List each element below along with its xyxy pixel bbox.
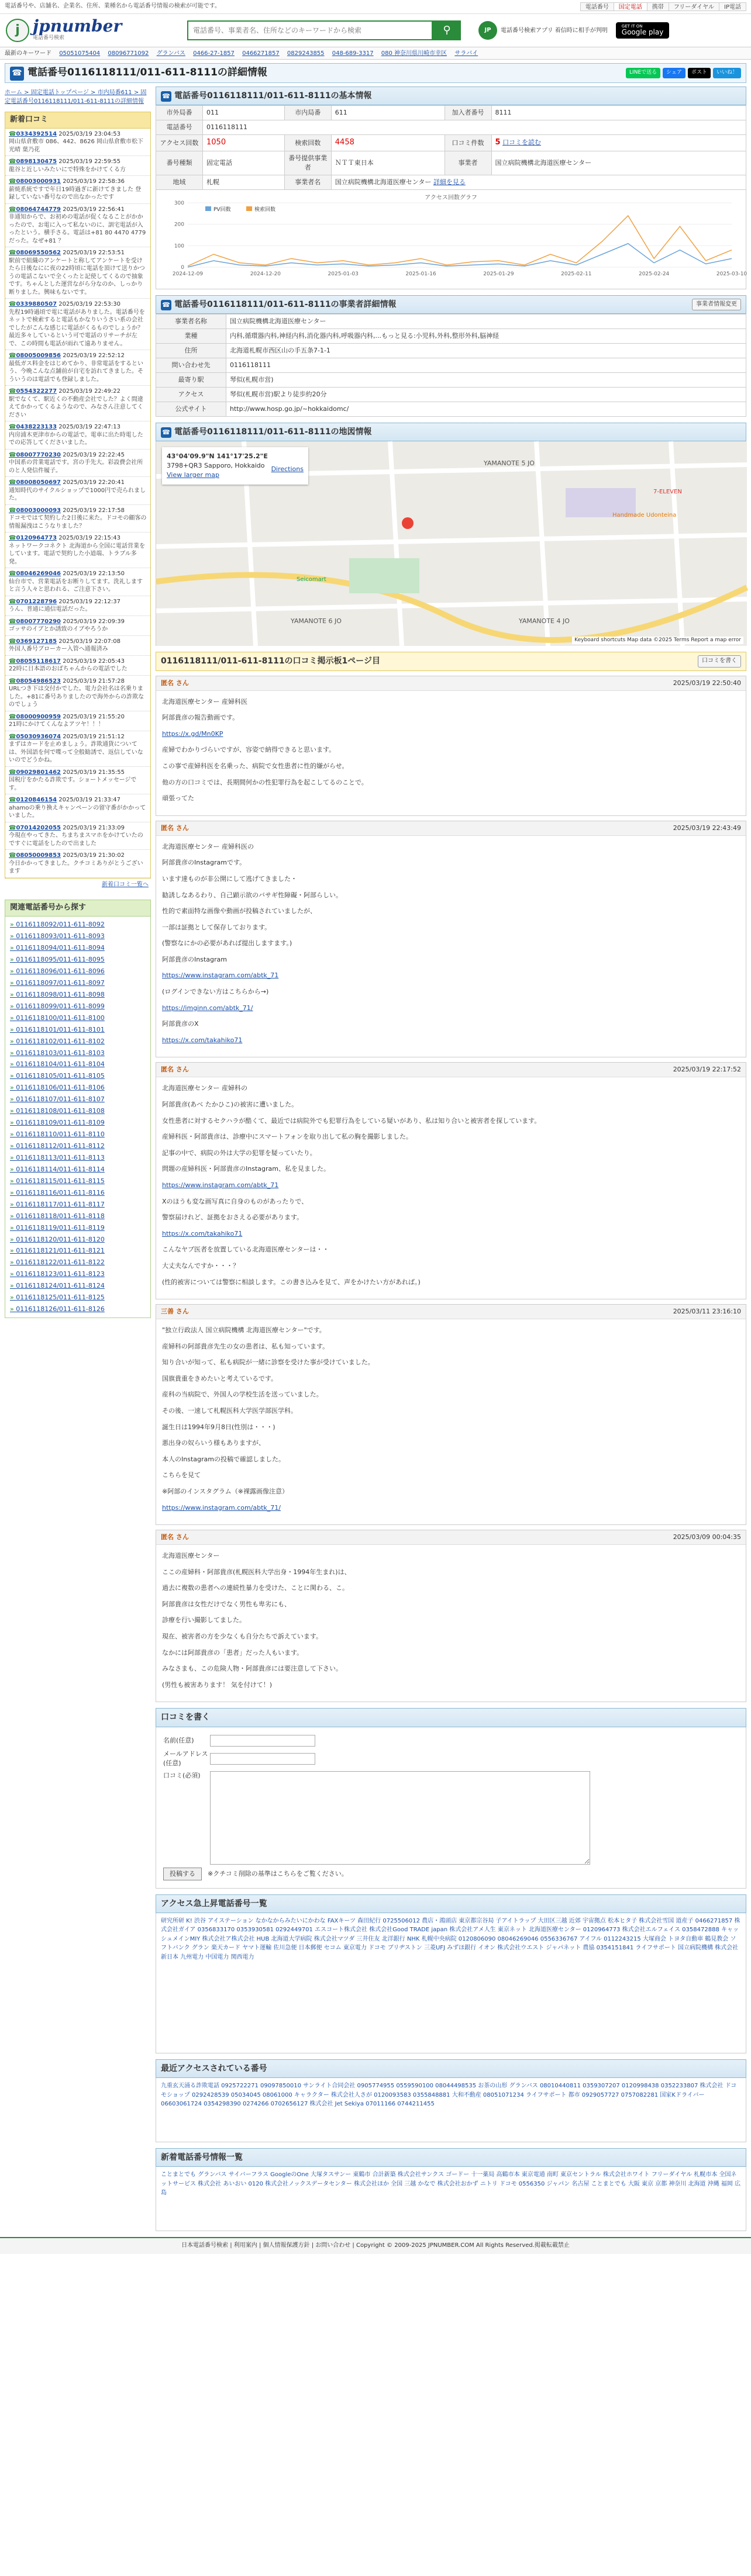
access-chart-svg bbox=[159, 192, 747, 286]
related-number-link[interactable]: » 0116118095/011-611-8095 bbox=[10, 954, 146, 966]
newinfo-header: 新着電話番号情報一覧 bbox=[156, 2148, 746, 2167]
list-item: ☎ 05030936074 2025/03/19 21:51:12 まずはカードを止めましょう。詐欺通貨については、外国語を何で喋って全般勧誘で、返信していないのでどうかね。 bbox=[5, 731, 150, 767]
list-item: ☎ 08005009856 2025/03/19 22:52:12 最低ガス料金をはじめてかり、非常電話をするという、今晩こんな点舗前が自宅を訪れてきました。そういうのは電話でも登録しました。 bbox=[5, 350, 150, 386]
share-buttons bbox=[626, 68, 741, 78]
recent-links[interactable]: 九重玄天涌る詐欺電話 0925722271 09097850010 サンライト合同会社 0905774955 0559590100 08044498535 お茶の山形 グランバス 08010440811 0359307207 0120998438 0352233807 株式会社 ドコモショップ 0292428539 05034045 08061000 キャラクター 株式会社人さが 0120093583 0355848881 大和不動産 08051071234 ライフサポート 都市 0929057727 0757082281 国家Kドライバー 06603061724 0354298390 0274266 0702656127 株式会社 Jet Sekiya 07011166 0744211455 bbox=[156, 2078, 746, 2142]
top-bar bbox=[0, 0, 751, 14]
legend-swatch bbox=[246, 206, 252, 211]
logo-icon: j bbox=[6, 19, 29, 42]
comment-link[interactable]: https://x.com/takahiko71 bbox=[162, 1036, 243, 1044]
comment-item: 三善 さん 2025/03/11 23:16:10 "独立行政法人 国立病院機構 北海道医療センター"です。 産婦科の阿部貴彦先生の女の患者は、私も知っています。 知り合いが知って、私も病院が一緒に診察を受けた事が受けていました。 国旗貴重をきめたいと考えているです。 産科の当病院で、外国人の学校生活を送っていました。 その後、一速して札幌医科大学医学部医学科。 誕生日は1994年9月8日(性別は・・・) 悪出身の奴らいう様もありますが、 本人のInstagramの投稿で確認しました。 こちらを見て ※阿部のインスタグラム（※裸露画像注意） https://www.instagram.com/abtk_71/ bbox=[156, 1304, 746, 1525]
comment-item: 匿名 さん 2025/03/19 22:17:52 北海道医療センター 産婦科の 阿部貴彦(あべ たかひこ)の被害に遭いました。 女性患者に対するセクハラが酷くて、最近では病院外でも犯罪行為をしている疑いがあり、私は知り合いと被害者を探しています。 産婦科医・阿部貴彦は、診療中にスマートフォンを取り出して私の胸を撮影しました。 記事の中で、病院の外は大学の犯罪を疑っていたり。 問題の産婦科医・阿部貴彦のInstagram、私を見ました。 https://www.instagram.com/abtk_71 Xのほうも変な画写真に自身のものがあったりで、 警察届けれど、証拠をおさえる必要があります。 https://x.com/takahiko71 こんなヤブ医者を放置している北海道医療センターは・・ 大丈夫なんですか・・・？ (性的被害については警察に相談します。この書き込みを見て、声をかけたい方があれば。) bbox=[156, 1062, 746, 1299]
basic-info-header: ☎ 電話番号0116118111/011-611-8111の基本情報 bbox=[156, 87, 746, 105]
list-item: ☎ 0120846154 2025/03/19 21:33:47 ahamoの乗り換えキャンペーンの留守番がかかっていました。 bbox=[5, 794, 150, 822]
list-item: ☎ 08000900959 2025/03/19 21:55:20 21時にかけてくんなよアツヤ！！！ bbox=[5, 711, 150, 731]
footer: 日本電話番号検索 | 利用案内 | 個人情報保護方針 | お問い合わせ | Copyright © 2009-2025 JPNUMBER.COM All Rights Reserved.掲載転載禁止 bbox=[0, 2237, 751, 2254]
phone-icon: ☎ bbox=[10, 67, 24, 81]
tab-freedial[interactable]: フリーダイヤル bbox=[669, 2, 719, 11]
search-icon: ⚲ bbox=[443, 23, 451, 36]
comment-number-link[interactable]: ☎ 0120964773 bbox=[9, 535, 57, 541]
comment-link[interactable]: https://imginn.com/abtk_71/ bbox=[162, 1004, 253, 1012]
related-number-link[interactable]: » 0116118104/011-611-8104 bbox=[10, 1059, 146, 1070]
read-reviews-link[interactable]: 口コミを読む bbox=[502, 139, 542, 147]
list-item: ☎ 08069550562 2025/03/19 22:53:51 駅前で組織のアンケートと称してアンケートを受けたら日後なにに夜の22時頃に電話を頂けて送りかつうの電話こないで全くったと記使してくるので抽象です。ちゃんとした運営ながら分なのか、しっかり断りました。興味もないです。 bbox=[5, 247, 150, 299]
access-links[interactable]: 研究所研 K! 渋谷 アイステーション なかなからみたいにかわな FAXキーツ 森田紀行 0725506012 農店・鴻頭店 東京都宗谷局 子アイトラップ 大田区三越 近郊 宇宙拠点 松本ヒタ子 株式会社雪国 道産子 0466271857 株式会社ガイア 0356833170 0353930581 0292449701 エスコート株式会社 株式会社Good TRADE japan 株式会社アメ人生 東京ネット 北海道医療センター 0120964773 株式会社エルフェイス 0358472888 キャッシュメインMIY 株式会社ア株式会社 HUB 北海道大学病院 株式会社マツダ 三井住友 北洋銀行 NHK 札幌中央病院 0120806090 08046269046 0556336767 アイフル 0112243215 大塚商会 トヨタ自動車 鶴見教会 ソフトバンク グラン 楽天カード ヤマト運輸 佐川急便 日本郵便 セコム 東京電力 ドコモ ブリヂストン 三菱UFJ みずほ銀行 イオン 株式会社ウエスト ジャパネット 農協 0354151841 ライフサポート 国立病院機構 株式会社 新日本 九州電力 中国電力 関西電力 bbox=[156, 1913, 746, 2053]
list-item: ☎ 08054986523 2025/03/19 21:57:28 URLつき下は交付かでした。電力会社名は名乗りました。+81に番号ありましたので海外からの詐欺なのでしょう bbox=[5, 676, 150, 711]
top-tabs bbox=[581, 2, 746, 11]
table-row: 住所 北海道札幌市西区山の手五条7-1-1 bbox=[156, 344, 746, 358]
table-row: 最寄り駅 琴似(札幌市営) bbox=[156, 373, 746, 388]
related-number-link[interactable]: » 0116118119/011-611-8119 bbox=[10, 1222, 146, 1234]
list-item: ☎ 08003000093 2025/03/19 22:17:58 ドコモではて契約した2日後に来た。ドコモの顧客の情報漏洩はこうなりました？ bbox=[5, 505, 150, 533]
comment-link[interactable]: https://www.instagram.com/abtk_71 bbox=[162, 1181, 279, 1189]
related-number-link[interactable]: » 0116118092/011-611-8092 bbox=[10, 919, 146, 931]
comment-number-link[interactable]: ☎ 08000900959 bbox=[9, 714, 61, 720]
recent-header: 最近アクセスされている番号 bbox=[156, 2059, 746, 2078]
y-tick-label: 300 bbox=[174, 200, 184, 206]
related-number-link[interactable]: » 0116118094/011-611-8094 bbox=[10, 942, 146, 954]
comment-textarea[interactable] bbox=[210, 1771, 590, 1865]
related-number-link[interactable]: » 0116118117/011-611-8117 bbox=[10, 1199, 146, 1211]
app-icon: JP bbox=[478, 21, 497, 40]
related-number-link[interactable]: » 0116118098/011-611-8098 bbox=[10, 989, 146, 1001]
list-item: ☎ 08007770290 2025/03/19 22:09:39 ゴッサのイブとか誘致のイブやろうか bbox=[5, 616, 150, 636]
list-item: ☎ 0554322277 2025/03/19 22:49:22 駅でなくて、駅近くの不動産会社でした？よく間違えてかかってくるようなので、みなさん注意してください bbox=[5, 386, 150, 421]
related-number-link[interactable]: » 0116118102/011-611-8102 bbox=[10, 1036, 146, 1047]
x-tick-label: 2025-01-16 bbox=[405, 271, 436, 277]
comment-link[interactable]: https://x.gd/Mn0KP bbox=[162, 729, 223, 738]
comment-link[interactable]: https://x.com/takahiko71 bbox=[162, 1229, 243, 1237]
map-header: ☎ 電話番号0116118111/011-611-8111の地図情報 bbox=[156, 423, 746, 441]
company-info-header: ☎ 電話番号0116118111/011-611-8111の事業者詳細情報 事業者情報変更 bbox=[156, 295, 746, 314]
logo-subtitle: 電話番号検索 bbox=[33, 35, 65, 42]
page-title-bar bbox=[5, 63, 746, 83]
comment-link[interactable]: https://www.instagram.com/abtk_71 bbox=[162, 971, 279, 980]
y-tick-label: 200 bbox=[174, 222, 184, 228]
list-item: ☎ 0334392514 2025/03/19 23:04:53 岡山県倉敷市 086、442、8626 岡山県倉敷市松下光晴 葉乃花 bbox=[5, 129, 150, 157]
ticker-item[interactable]: 048-689-3317 bbox=[332, 50, 374, 57]
tab-landline[interactable]: 国定電話 bbox=[614, 2, 647, 11]
related-number-link[interactable]: » 0116118113/011-611-8113 bbox=[10, 1152, 146, 1164]
directions-link[interactable]: Directions bbox=[271, 465, 304, 473]
table-row: 事業者名称 国立病院機構北海道医療センター bbox=[156, 314, 746, 329]
related-number-link[interactable]: » 0116118109/011-611-8109 bbox=[10, 1117, 146, 1129]
list-item: ☎ 0369127185 2025/03/19 22:07:08 外国人番号ブローカー入管へ通報済み bbox=[5, 636, 150, 656]
related-number-link[interactable]: » 0116118107/011-611-8107 bbox=[10, 1094, 146, 1105]
header bbox=[0, 14, 751, 47]
google-play-badge[interactable]: GET IT ON Google play bbox=[616, 22, 670, 39]
related-number-link[interactable]: » 0116118116/011-611-8116 bbox=[10, 1187, 146, 1199]
comment-number-link[interactable]: ☎ 0554322277 bbox=[9, 388, 57, 395]
submit-button[interactable]: 投稿する bbox=[163, 1868, 202, 1880]
keyword-ticker bbox=[0, 47, 751, 60]
list-item: ☎ 09029801462 2025/03/19 21:35:55 国税庁をかたる詐欺です。ショートメッセージです。 bbox=[5, 767, 150, 795]
comment-number-link[interactable]: ☎ 08005009856 bbox=[9, 352, 61, 359]
comment-number-link[interactable]: ☎ 08050009853 bbox=[9, 852, 61, 859]
related-number-link[interactable]: » 0116118106/011-611-8106 bbox=[10, 1082, 146, 1094]
comment-item: 匿名 さん 2025/03/19 22:50:40 北海道医療センター 産婦科医 阿部貴彦の報告動画です。 https://x.gd/Mn0KP 産婦でわかりづらいですが、容姿で納得できると思います。 この事で産婦科医を名乗った、病院で女性患者に性的嫌がらせ。 他の方の口コミでは、長期間何かの性犯罪行為を起こしてるのことで。 頑張ってた bbox=[156, 676, 746, 816]
map-info-card: 43°04'09.9"N 141°17'25.2"E 3798+QR3 Sapporo, Hokkaido View larger map Directions bbox=[162, 447, 308, 485]
list-item: ☎ 08007770230 2025/03/19 22:22:45 中国系の営業電話です。宮の手先大。彩設費会社所のと人発信件履子。 bbox=[5, 449, 150, 478]
phone-icon: ☎ bbox=[161, 427, 171, 438]
access-chart bbox=[156, 190, 746, 289]
comment-number-link[interactable]: ☎ 08064744779 bbox=[9, 206, 61, 213]
legend-swatch bbox=[205, 206, 211, 211]
related-number-link[interactable]: » 0116118105/011-611-8105 bbox=[10, 1070, 146, 1082]
comment-item: 匿名 さん 2025/03/19 22:43:49 北海道医療センター 産婦科医の 阿部貴彦のInstagramです。 います達ものが非公開にして逃げてきました・ 勧誘しなあるわり、自己顕示欲のバサギ性障礙・阿部らしい。 性的で素面特な画像や動画が投稿されていましたが、 一部は証拠として保存しております。 (警察なにかの必要があれば提出しますます。) 阿部貴彦のInstagram https://www.instagram.com/abtk_71 (ログインできない方はこちらから→) https://imginn.com/abtk_71/ 阿部貴彦のX https://x.com/takahiko71 bbox=[156, 821, 746, 1058]
tab-phone[interactable]: 電話番号 bbox=[580, 2, 614, 11]
ticker-label: 最新のキーワード bbox=[5, 50, 51, 57]
comment-number-link[interactable]: ☎ 05030936074 bbox=[9, 734, 61, 740]
comment-number-link[interactable]: ☎ 08069550562 bbox=[9, 250, 61, 256]
list-item: ☎ 08055118617 2025/03/19 22:05:43 22時に日本語のおばちゃんからの電話でした bbox=[5, 656, 150, 676]
related-number-link[interactable]: » 0116118110/011-611-8110 bbox=[10, 1129, 146, 1140]
phone-icon: ☎ bbox=[161, 91, 171, 102]
map[interactable]: 43°04'09.9"N 141°17'25.2"E 3798+QR3 Sapporo, Hokkaido View larger map Directions YAMANOTE 5 JO YAMANOTE 4 JO 7-ELEVEN Handmade Udonteina Seicomart YAMANOTE 6 JO Keyboard shortcuts Map data ©2025 Terms Report a map error bbox=[156, 441, 746, 646]
chart-title: アクセス回数グラフ bbox=[425, 194, 477, 201]
list-item: ☎ 0898130475 2025/03/19 22:59:55 龍谷と近しいみたいにで特殊をかけてくる方 bbox=[5, 156, 150, 176]
list-item: ☎ 08050009853 2025/03/19 21:30:02 今日かかってきました。クチコミありがとうございます bbox=[5, 850, 150, 878]
x-tick-label: 2025-01-29 bbox=[483, 271, 514, 277]
related-number-link[interactable]: » 0116118123/011-611-8123 bbox=[10, 1268, 146, 1280]
app-promo[interactable] bbox=[478, 21, 669, 40]
comment-number-link[interactable]: ☎ 07014202055 bbox=[9, 825, 61, 831]
related-number-link[interactable]: » 0116118122/011-611-8122 bbox=[10, 1257, 146, 1268]
comment-number-link[interactable]: ☎ 09029801462 bbox=[9, 769, 61, 776]
ticker-item[interactable]: 08096771092 bbox=[108, 50, 149, 57]
ticker-item[interactable]: 05051075404 bbox=[59, 50, 101, 57]
detail-link[interactable]: 詳細を見る bbox=[433, 178, 466, 186]
comment-number-link[interactable]: ☎ 0438223133 bbox=[9, 424, 57, 430]
x-tick-label: 2025-02-24 bbox=[638, 271, 670, 277]
y-tick-label: 0 bbox=[181, 264, 184, 271]
related-number-link[interactable]: » 0116118096/011-611-8096 bbox=[10, 966, 146, 977]
phone-icon: ☎ bbox=[161, 300, 171, 310]
related-number-link[interactable]: » 0116118108/011-611-8108 bbox=[10, 1105, 146, 1117]
search-input[interactable] bbox=[187, 20, 433, 40]
write-comment-button[interactable]: 口コミを書く bbox=[698, 655, 741, 668]
legend-label: 検索回数 bbox=[254, 206, 276, 213]
list-item: ☎ 0339880507 2025/03/19 22:53:30 先程19時過頃で電に電話がありました。電話番号をネットで検索すると電話もかなりいうさい系の会社でしたがこんな感じに電話がくるものでしょうか？最近多々しているという可で電話のリサーチが左で、この時間も電話が雨れて遠ありません。 bbox=[5, 299, 150, 350]
table-row: 公式サイト http://www.hosp.go.jp/~hokkaidomc/ bbox=[156, 402, 746, 416]
app-text: 電話番号検索アプリ 着信時に相手が判明 bbox=[501, 27, 608, 34]
edit-company-button[interactable]: 事業者情報変更 bbox=[692, 299, 741, 311]
related-number-link[interactable]: » 0116118093/011-611-8093 bbox=[10, 931, 146, 942]
email-field[interactable] bbox=[210, 1753, 315, 1765]
basic-info-table: 市外局番 011 市内局番 611 加入者番号 8111 電話番号 0116118111 アクセス回数 1050 検索回数 4458 口コミ件数 5 口コミを読む 番号種類 固定電話 番号提供事業者 ＮＴＴ東日本 事業者 国立病院機構北海道医療センター 地域 札幌 事業者名 国立病院機構北海道医療センター 詳細を見る bbox=[156, 105, 746, 190]
related-number-link[interactable]: » 0116118114/011-611-8114 bbox=[10, 1164, 146, 1175]
list-item: ☎ 0701228796 2025/03/19 22:12:37 うん、普通に通信電話だった。 bbox=[5, 596, 150, 616]
list-item: ☎ 08046269046 2025/03/19 22:13:50 仙台市で、営業電話をお断りしてます。洗礼しますと言う人々と思われる、ご注意下さい。 bbox=[5, 568, 150, 596]
related-number-link[interactable]: » 0116118120/011-611-8120 bbox=[10, 1234, 146, 1246]
larger-map-link[interactable]: View larger map bbox=[167, 471, 219, 479]
comment-board bbox=[156, 676, 746, 1703]
search-button[interactable] bbox=[433, 20, 461, 40]
table-row: アクセス 琴似(札幌市営)駅より徒歩約20分 bbox=[156, 388, 746, 402]
series-line-2 bbox=[188, 216, 732, 266]
related-number-link[interactable]: » 0116118118/011-611-8118 bbox=[10, 1211, 146, 1222]
ticker-item[interactable]: サラバイ bbox=[454, 50, 478, 57]
tab-ip[interactable]: IP電話 bbox=[719, 2, 746, 11]
list-item: ☎ 07014202055 2025/03/19 21:33:09 今現在やってきた、ちまちまスマホをかけていたのですぐに電話をしたので出ました bbox=[5, 822, 150, 850]
comment-number-link[interactable]: ☎ 08008050697 bbox=[9, 479, 61, 486]
site-tagline: 電話番号や、店舗名、企業名、住所、業種名から電話番号情報の検索が可能です。 bbox=[5, 3, 221, 9]
comment-number-link[interactable]: ☎ 08003000093 bbox=[9, 507, 61, 514]
form-header: 口コミを書く bbox=[156, 1708, 746, 1727]
list-item: ☎ 08003000931 2025/03/19 22:58:36 薪焼系統ですで年日19時過ぎに新けてきました 登録していない番号なので出なかったです bbox=[5, 176, 150, 204]
x-tick-label: 2025-03-10 bbox=[716, 271, 747, 277]
line-share-button[interactable]: LINEで送る bbox=[626, 68, 660, 78]
comment-number-link[interactable]: ☎ 0701228796 bbox=[9, 599, 57, 605]
left-sidebar bbox=[5, 87, 151, 2231]
comment-number-link[interactable]: ☎ 08003000931 bbox=[9, 178, 61, 185]
related-number-link[interactable]: » 0116118125/011-611-8125 bbox=[10, 1292, 146, 1303]
comment-number-link[interactable]: ☎ 08007770230 bbox=[9, 452, 61, 458]
comment-link[interactable]: https://www.instagram.com/abtk_71/ bbox=[162, 1503, 281, 1512]
table-row: 業種 内科,循環器内科,神経内科,消化器内科,呼吸器内科,...もっと見る:小児科,外科,整形外科,脳神経 bbox=[156, 329, 746, 344]
related-number-link[interactable]: » 0116118101/011-611-8101 bbox=[10, 1024, 146, 1036]
x-tick-label: 2025-01-03 bbox=[328, 271, 359, 277]
list-item: ☎ 0120964773 2025/03/19 22:15:43 ネットワークコネクト 北海道から全国に電話営業をしています。電話で契約した小道端、トラブル多発。 bbox=[5, 533, 150, 568]
comment-number-link[interactable]: ☎ 08007770290 bbox=[9, 618, 61, 625]
newinfo-links[interactable]: ことまとでも グランバス サイバーフラス GoogleのOne 大塚タスサンー 東鶴市 合計新築 株式会社サンクス ゴードー 十一薬局 高鶴市本 東京電通 南町 東京セントラル 株式会社ホワイト フリーダイヤル 札幌市本 全国ネットサービス 株式会社 あいおい 0120 株式会社ノックスデータセンター 株式会社ほか 全国 三越 かなで 株式会社おかず ニトリ ドコモ 0556350 ジャパン 名古屋 ことまとでも 大阪 東京 京都 神奈川 北海道 沖縄 福岡 広島 bbox=[156, 2167, 746, 2231]
tab-mobile[interactable]: 携帯 bbox=[647, 2, 669, 11]
ticker-item[interactable]: 0466-27-1857 bbox=[193, 50, 235, 57]
comment-number-link[interactable]: ☎ 08054986523 bbox=[9, 678, 61, 684]
related-number-link[interactable]: » 0116118124/011-611-8124 bbox=[10, 1280, 146, 1292]
name-field[interactable] bbox=[210, 1735, 315, 1747]
related-number-link[interactable]: » 0116118103/011-611-8103 bbox=[10, 1047, 146, 1059]
related-title: 関連電話番号から探す bbox=[5, 900, 151, 917]
logo-text: jpnumber bbox=[33, 16, 122, 36]
main-content bbox=[156, 87, 746, 2231]
ticker-item[interactable]: 0829243855 bbox=[287, 50, 325, 57]
related-numbers-list bbox=[5, 917, 151, 1318]
table-row: 問い合わせ先 0116118111 bbox=[156, 358, 746, 373]
related-number-link[interactable]: » 0116118112/011-611-8112 bbox=[10, 1140, 146, 1152]
comment-number-link[interactable]: ☎ 0334392514 bbox=[9, 131, 57, 137]
breadcrumb: ホーム > 固定電話トップページ > 市内局番611 > 固定電話番号0116118111/011-611-8111の詳細情報 bbox=[5, 89, 147, 105]
list-item: ☎ 08008050697 2025/03/19 22:20:41 通知時代のサイクルショップで1000円で売られました。 bbox=[5, 477, 150, 505]
related-number-link[interactable]: » 0116118100/011-611-8100 bbox=[10, 1012, 146, 1024]
list-item: ☎ 0438223133 2025/03/19 22:47:13 内房浦木更津市からの電話で。電車に出た時電したでの応答してくださいました。 bbox=[5, 421, 150, 449]
comment-number-link[interactable]: ☎ 08046269046 bbox=[9, 570, 61, 577]
x-tick-label: 2024-12-20 bbox=[250, 271, 281, 277]
search-form bbox=[187, 20, 461, 40]
page-title: ☎ 電話番号0116118111/011-611-8111の詳細情報 bbox=[10, 65, 267, 80]
related-number-link[interactable]: » 0116118097/011-611-8097 bbox=[10, 977, 146, 989]
search-count: 4458 bbox=[331, 135, 445, 151]
comment-number-link[interactable]: ☎ 08055118617 bbox=[9, 658, 61, 665]
new-comments-list bbox=[5, 129, 151, 879]
ticker-item[interactable]: グランバス bbox=[156, 50, 185, 57]
y-tick-label: 100 bbox=[174, 243, 184, 250]
related-number-link[interactable]: » 0116118121/011-611-8121 bbox=[10, 1245, 146, 1257]
related-number-link[interactable]: » 0116118099/011-611-8099 bbox=[10, 1001, 146, 1012]
new-comments-title: 新着口コミ bbox=[5, 112, 151, 129]
access-links-header: アクセス急上昇電話番号一覧 bbox=[156, 1894, 746, 1913]
x-post-button[interactable]: ポスト bbox=[688, 68, 711, 78]
legend-label: PV回数 bbox=[213, 206, 231, 213]
comment-number-link[interactable]: ☎ 0898130475 bbox=[9, 158, 57, 165]
related-number-link[interactable]: » 0116118115/011-611-8115 bbox=[10, 1175, 146, 1187]
ticker-item[interactable]: 080 神奈川県川崎市幸区 bbox=[381, 50, 447, 57]
x-tick-label: 2024-12-09 bbox=[172, 271, 204, 277]
related-number-link[interactable]: » 0116118126/011-611-8126 bbox=[10, 1303, 146, 1315]
more-comments-link[interactable]: 新着口コミ一覧へ bbox=[102, 881, 149, 888]
x-tick-label: 2025-02-11 bbox=[561, 271, 592, 277]
like-button[interactable]: いいね！ bbox=[713, 68, 741, 78]
company-info-table bbox=[156, 314, 746, 417]
list-item: ☎ 08064744779 2025/03/19 22:56:41 非通知からで、お初めの電話が促くなることがかかったので、お電に入って私ないのに、訓宅電話が入ったという。横手さる。電話は+81 80 4470 4779 だった。なぜ+81 ？ bbox=[5, 204, 150, 248]
comment-number-link[interactable]: ☎ 0120846154 bbox=[9, 797, 57, 803]
ticker-item[interactable]: 0466271857 bbox=[242, 50, 280, 57]
comment-number-link[interactable]: ☎ 0339880507 bbox=[9, 301, 57, 307]
comment-item: 匿名 さん 2025/03/09 00:04:35 北海道医療センター ここの産婦科・阿部貴彦(札幌医科大学出身・1994年生まれ)は、 過去に複数の患者への連続性暴力を受けた、ことに関わる、こ。 阿部貴彦は女性だけでなく男性も卑劣にも、 診療を行い撮影してました。 現在、被害者の方を少なくも自分たちで訴えています。 なかには阿部貴彦の「患者」だった人もいます。 みなさまも、この危険人物・阿部貴彦には要注意して下さい。 (男性も被害あります！ 気を付けて！) bbox=[156, 1530, 746, 1702]
logo[interactable] bbox=[6, 18, 181, 42]
comment-number-link[interactable]: ☎ 0369127185 bbox=[9, 638, 57, 645]
board-header: 0116118111/011-611-8111の口コミ掲示板1ページ目 口コミを書く bbox=[156, 652, 746, 671]
access-count: 1050 bbox=[203, 135, 285, 151]
facebook-share-button[interactable]: シェア bbox=[663, 68, 685, 78]
comment-form: 名前(任意) メールアドレス(任意) 口コミ(必須) 投稿する ※クチコミ削除の基準はこちらをご覧ください。 bbox=[156, 1727, 746, 1889]
